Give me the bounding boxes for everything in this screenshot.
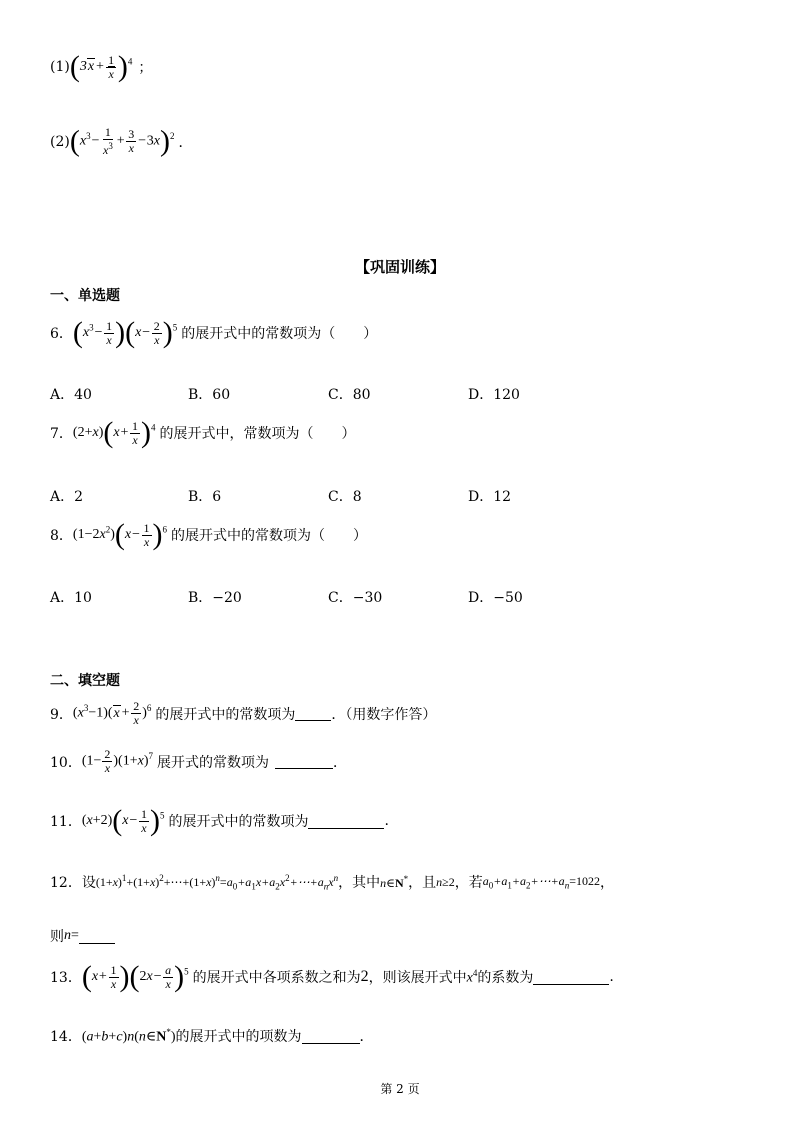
question-8-number: 8． xyxy=(50,528,73,544)
question-10-answer-blank[interactable] xyxy=(275,754,333,769)
question-11-expression: (x+2)(x− $\frac{1}{x}$ )$^5$ xyxy=(81,804,165,837)
question-10-text: 展开式的常数项为 xyxy=(157,754,270,771)
question-12-sum: $a_0+a_1+a_2+\cdots+a_n=1022$ xyxy=(482,873,600,891)
question-7-number: 7． xyxy=(50,426,73,442)
question-12-text-2: ，且 xyxy=(408,875,437,891)
question-6 xyxy=(50,318,377,348)
question-6-option-c[interactable]: C．80 xyxy=(328,387,371,403)
problem-2-expression: ($x^3-$ $\frac{1}{x^3}$ + $\frac{3}{x}$ −3x)$^2$ xyxy=(69,124,175,158)
problem-1-label: (1) xyxy=(50,59,70,75)
question-9-answer-blank[interactable] xyxy=(295,706,331,721)
problem-1 xyxy=(50,52,152,82)
question-11-number: 11． xyxy=(50,814,82,830)
problem-1-end: ； xyxy=(138,60,153,76)
question-11-end: . xyxy=(384,813,389,829)
question-6-expression: ($x^3-$ $\frac{1}{x}$ )(x− $\frac{2}{x}$ )$^5$ xyxy=(72,316,178,349)
question-12-expression: $(1+x)^1+(1+x)^2+\cdots+(1+x)^n=a_0+a_1x+a_2x^2+\cdots+a_nx^n$ xyxy=(95,872,339,892)
question-8-option-c[interactable]: C．−30 xyxy=(328,590,383,606)
problem-2-label: (2) xyxy=(50,133,70,150)
question-12 xyxy=(50,872,614,892)
question-12-number: 12．设 xyxy=(50,875,96,891)
question-14-answer-blank[interactable] xyxy=(302,1029,360,1044)
page-footer: 第 2 页 xyxy=(380,1082,420,1096)
question-9-text: 的展开式中的常数项为 xyxy=(155,706,296,723)
question-13-expression: (x+ $\frac{1}{x}$ )(2x− $\frac{a}{x}$ )$^5$ xyxy=(81,960,189,993)
question-14 xyxy=(50,1026,374,1046)
question-13 xyxy=(50,962,614,992)
question-9-expression: $(x^3-1)(x+$ $\frac{2}{x}$ )$^6$ xyxy=(72,699,152,727)
question-10-expression: (1− $\frac{2}{x}$ )$(1+x)^7$ xyxy=(81,747,154,775)
question-7-option-c[interactable]: C．8 xyxy=(328,489,362,505)
question-9-end: ．（用数字作答） xyxy=(331,706,437,723)
question-12-variable: n= xyxy=(64,928,79,943)
question-9 xyxy=(50,700,436,727)
question-13-answer-blank[interactable] xyxy=(533,970,609,985)
question-11-answer-blank[interactable] xyxy=(308,814,384,829)
question-13-text-2: ，则该展开式中 xyxy=(368,970,467,986)
question-8-option-b[interactable]: B．−20 xyxy=(188,590,242,606)
question-10 xyxy=(50,748,347,775)
question-7-text: 的展开式中，常数项为（ ） xyxy=(159,426,356,442)
problem-2 xyxy=(50,126,192,157)
question-14-number: 14． xyxy=(50,1029,82,1045)
question-13-sum-value: 2 xyxy=(360,968,369,985)
question-8-text: 的展开式中的常数项为（ ） xyxy=(171,528,368,544)
question-13-term: $x^4$ xyxy=(466,967,478,986)
question-7 xyxy=(50,418,356,448)
question-11-text: 的展开式中的常数项为 xyxy=(168,814,309,830)
question-13-text-3: 的系数为 xyxy=(477,970,534,986)
question-6-text: 的展开式中的常数项为（ ） xyxy=(181,326,378,342)
question-12-condition-n: n∈N* xyxy=(380,873,409,890)
question-7-option-d[interactable]: D．12 xyxy=(468,489,512,505)
question-12-text-3: ，若 xyxy=(454,875,483,891)
question-8-expression: $(1-2x^2)(x-$ $\frac{1}{x}$ )$^6$ xyxy=(72,518,168,551)
question-13-text-1: 的展开式中各项系数之和为 xyxy=(192,970,361,986)
question-6-option-b[interactable]: B．60 xyxy=(188,387,231,403)
question-8 xyxy=(50,520,367,550)
question-6-option-d[interactable]: D．120 xyxy=(468,387,520,403)
question-14-text: 的展开式中的项数为 xyxy=(175,1029,302,1045)
question-12-text-1: ，其中 xyxy=(338,875,381,891)
question-12-end: ， xyxy=(599,875,614,891)
part-2-heading: 二、填空题 xyxy=(50,673,120,689)
question-12-condition-ge: n≥2 xyxy=(436,874,455,889)
question-7-option-a[interactable]: A．2 xyxy=(50,489,84,505)
question-12-line-2 xyxy=(50,926,115,946)
question-14-expression: (a+b+c)n(n∈N*) xyxy=(81,1026,176,1045)
question-7-expression: (2+x)(x+ $\frac{1}{x}$ )$^4$ xyxy=(72,416,156,449)
question-9-number: 9． xyxy=(50,706,73,723)
question-12-answer-blank[interactable] xyxy=(79,929,115,944)
question-12-then: 则 xyxy=(50,929,64,945)
question-10-end: ． xyxy=(333,754,348,771)
problem-1-expression: (3x+ $\frac{1}{x}$ )$^4$ xyxy=(69,50,133,83)
question-8-option-a[interactable]: A．10 xyxy=(50,590,92,606)
question-6-option-a[interactable]: A．40 xyxy=(50,387,92,403)
problem-2-end: ． xyxy=(178,134,193,151)
question-7-option-b[interactable]: B．6 xyxy=(188,489,222,505)
question-13-number: 13． xyxy=(50,970,82,986)
section-title: 【巩固训练】 xyxy=(354,258,445,276)
question-13-end: . xyxy=(609,969,614,985)
question-8-option-d[interactable]: D．−50 xyxy=(468,590,523,606)
part-1-heading: 一、单选题 xyxy=(50,288,120,304)
question-11 xyxy=(50,806,389,836)
question-6-number: 6． xyxy=(50,326,73,342)
question-10-number: 10． xyxy=(50,754,82,771)
question-14-end: ． xyxy=(359,1029,374,1045)
